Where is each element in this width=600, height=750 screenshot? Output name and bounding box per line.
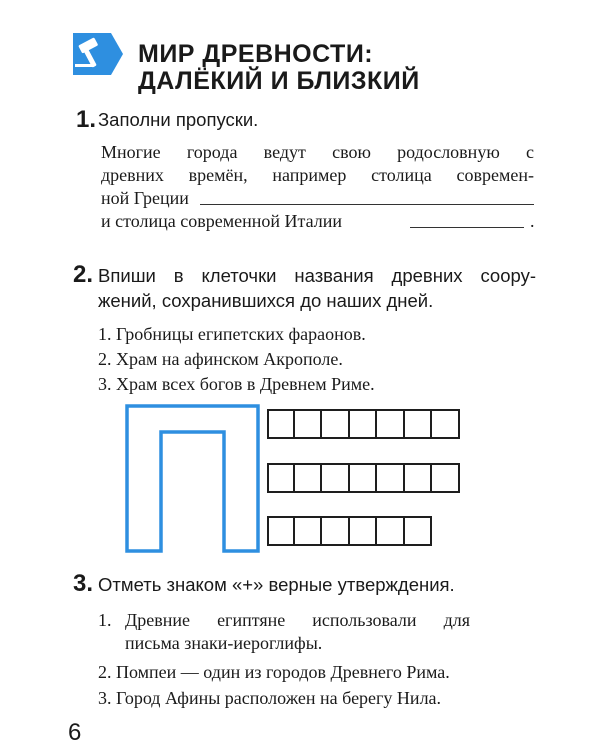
grid-cell[interactable] <box>350 463 378 493</box>
task2-item-3: 3. Храм всех богов в Древнем Риме. <box>98 374 375 394</box>
italy-capital-blank[interactable] <box>410 227 524 228</box>
greece-capital-blank[interactable] <box>200 204 534 205</box>
task3-item1-line1: Древние египтяне использовали для <box>125 610 470 630</box>
pi-gate-icon <box>125 404 260 553</box>
task3-number: 3. <box>73 570 94 597</box>
grid-cell[interactable] <box>432 409 460 439</box>
task3-item1-number: 1. <box>98 610 112 630</box>
grid-cell[interactable] <box>322 409 350 439</box>
task3-prompt: Отметь знаком «+» верные утверждения. <box>98 574 455 595</box>
task1-text-line4: и столица современной Италии <box>101 211 342 231</box>
grid-cell[interactable] <box>295 463 323 493</box>
grid-row-1 <box>267 409 460 439</box>
task1-text-line3: ной Греции <box>101 188 189 208</box>
grid-cell[interactable] <box>432 463 460 493</box>
task1-period: . <box>530 211 535 231</box>
grid-cell[interactable] <box>267 463 295 493</box>
grid-cell[interactable] <box>295 516 323 546</box>
task2-item-2: 2. Храм на афинском Акрополе. <box>98 349 343 369</box>
grid-cell[interactable] <box>377 409 405 439</box>
grid-cell[interactable] <box>405 463 433 493</box>
task1-prompt: Заполни пропуски. <box>98 109 259 130</box>
grid-cell[interactable] <box>295 409 323 439</box>
grid-cell[interactable] <box>405 409 433 439</box>
grid-row-3 <box>267 516 432 546</box>
grid-cell[interactable] <box>322 463 350 493</box>
page-title-line1: МИР ДРЕВНОСТИ: <box>138 40 374 68</box>
task2-item-1: 1. Гробницы египетских фараонов. <box>98 324 366 344</box>
grid-row-2 <box>267 463 460 493</box>
page-number: 6 <box>68 719 82 746</box>
grid-cell[interactable] <box>350 409 378 439</box>
grid-cell[interactable] <box>322 516 350 546</box>
task3-item-2: 2. Помпеи — один из городов Древнего Рима. <box>98 662 450 682</box>
grid-cell[interactable] <box>267 409 295 439</box>
page-title-line2: ДАЛЁКИЙ И БЛИЗКИЙ <box>138 67 420 95</box>
bookmark-hammer-icon <box>72 32 124 76</box>
grid-cell[interactable] <box>405 516 433 546</box>
task3-item-3: 3. Город Афины расположен на берегу Нила. <box>98 688 442 708</box>
task2-number: 2. <box>73 261 94 288</box>
grid-cell[interactable] <box>377 463 405 493</box>
task1-text-line2: древних времён, например столица современ- <box>101 165 534 185</box>
grid-cell[interactable] <box>267 516 295 546</box>
task3-item1-line2: письма знаки-иероглифы. <box>125 633 323 653</box>
task1-text-line1: Многие города ведут свою родословную с <box>101 142 534 162</box>
task1-number: 1. <box>76 106 97 133</box>
grid-cell[interactable] <box>377 516 405 546</box>
task2-prompt-line1: Впиши в клеточки названия древних соору- <box>98 265 536 286</box>
task2-prompt-line2: жений, сохранившихся до наших дней. <box>98 290 434 311</box>
grid-cell[interactable] <box>350 516 378 546</box>
